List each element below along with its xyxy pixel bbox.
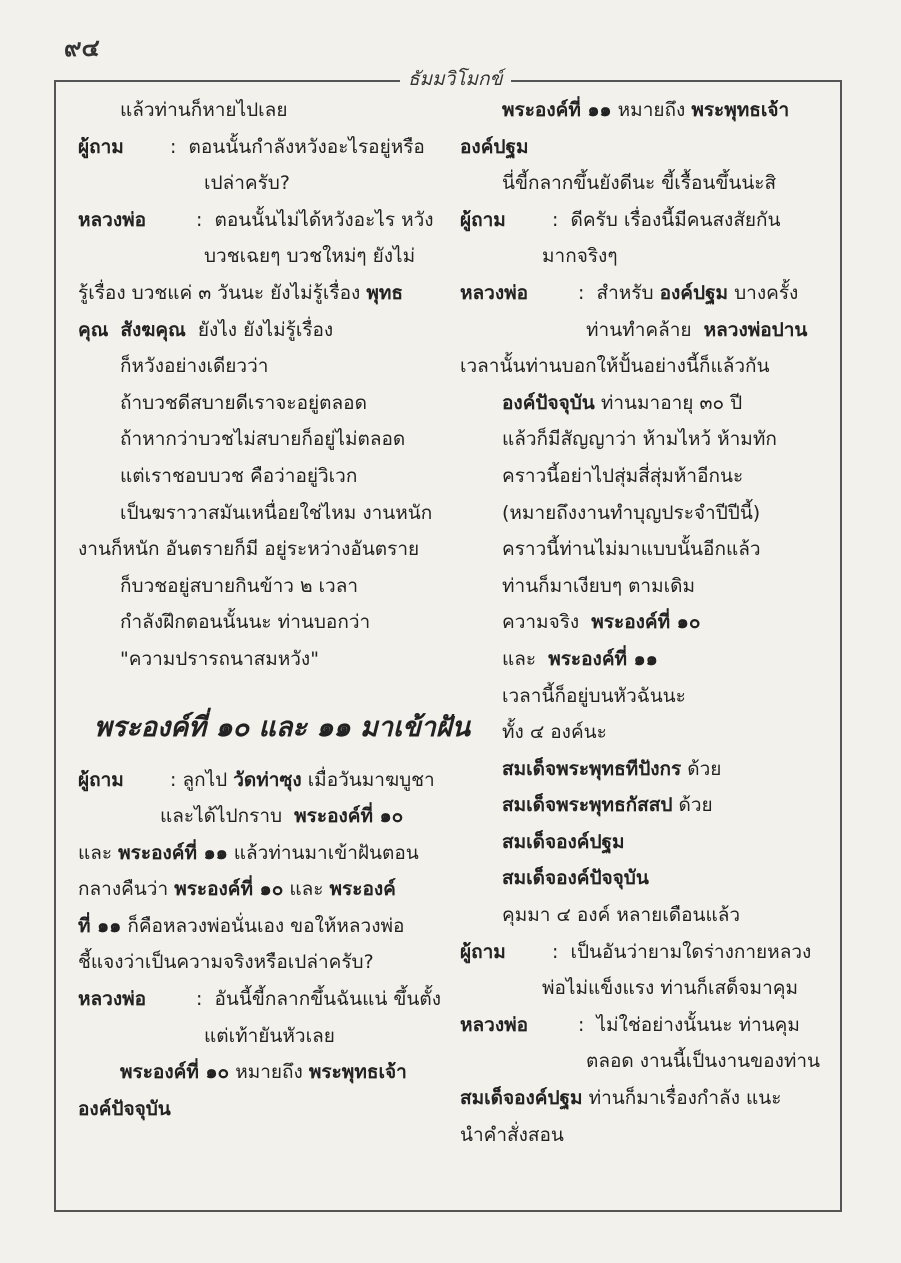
text-line: รู้เรื่อง บวชแค่ ๓ วันนะ ยังไม่รู้เรื่อง พุทธ bbox=[78, 281, 403, 304]
text-line: สมเด็จพระพุทธทีปังกร ด้วย bbox=[502, 757, 722, 780]
text-line: คุมมา ๔ องค์ หลายเดือนแล้ว bbox=[502, 904, 741, 927]
text-line: ท่านทำคล้าย หลวงพ่อปาน bbox=[586, 318, 808, 341]
text-line: ความจริง พระองค์ที่ ๑๐ bbox=[502, 611, 701, 634]
question-line: ผู้ถาม : ดีครับ เรื่องนี้มีคนสงสัยกัน bbox=[460, 202, 820, 239]
text-line: พ่อไม่แข็งแรง ท่านก็เสด็จมาคุม bbox=[542, 977, 798, 1000]
text-line: ตลอด งานนี้เป็นงานของท่าน bbox=[586, 1050, 821, 1073]
text-line: ชี้แจงว่าเป็นความจริงหรือเปล่าครับ? bbox=[78, 951, 374, 974]
text-line: แล้วท่านก็หายไปเลย bbox=[120, 99, 288, 121]
text-line: คุณ สังฆคุณ ยังไง ยังไม่รู้เรื่อง bbox=[78, 318, 334, 341]
text-line: แต่เราชอบบวช คือว่าอยู่วิเวก bbox=[120, 464, 358, 487]
text-line: องค์ปัจจุบัน ท่านมาอายุ ๓๐ ปี bbox=[502, 391, 743, 414]
text-line: นี่ขี้กลากขึ้นยังดีนะ ขี้เรื้อนขึ้นน่ะสิ bbox=[502, 172, 777, 195]
text-line: ท่านก็มาเงียบๆ ตามเดิม bbox=[502, 574, 695, 597]
text-line: คราวนี้อย่าไปสุ่มสี่สุ่มห้าอีกนะ bbox=[502, 464, 744, 487]
text-line: งานก็หนัก อันตรายก็มี อยู่ระหว่างอันตราย bbox=[78, 538, 420, 561]
text-line: สมเด็จองค์ปฐม ท่านก็มาเรื่องกำลัง แนะ bbox=[460, 1087, 782, 1110]
text-line: กลางคืนว่า พระองค์ที่ ๑๐ และ พระองค์ bbox=[78, 878, 396, 901]
answer-line: หลวงพ่อ : ตอนนั้นไม่ได้หวังอะไร หวัง bbox=[78, 202, 438, 239]
speaker-label: ผู้ถาม bbox=[78, 135, 124, 158]
left-column bbox=[78, 92, 471, 1127]
text-line: ถ้าบวชดีสบายดีเราจะอยู่ตลอด bbox=[120, 391, 367, 414]
speaker-label: ผู้ถาม bbox=[78, 768, 124, 791]
text-line: ถ้าหากว่าบวชไม่สบายก็อยู่ไม่ตลอด bbox=[120, 428, 406, 451]
text-line: แล้วก็มีสัญญาว่า ห้ามไหว้ ห้ามทัก bbox=[502, 428, 777, 451]
text-line: กำลังฝึกตอนนั้นนะ ท่านบอกว่า bbox=[120, 611, 371, 634]
text-line: พระองค์ที่ ๑๐ หมายถึง พระพุทธเจ้า bbox=[120, 1061, 407, 1084]
text-line: พระองค์ที่ ๑๑ หมายถึง พระพุทธเจ้า bbox=[502, 99, 790, 121]
text-line: ที่ ๑๑ ก็คือหลวงพ่อนั่นเอง ขอให้หลวงพ่อ bbox=[78, 914, 405, 937]
text-line: มากจริงๆ bbox=[542, 245, 618, 268]
text-line: นำคำสั่งสอน bbox=[460, 1123, 564, 1146]
running-header: ธัมมวิโมกข์ bbox=[400, 64, 511, 94]
text-line: และ พระองค์ที่ ๑๑ แล้วท่านมาเข้าฝันตอน bbox=[78, 841, 419, 864]
speaker-label: ผู้ถาม bbox=[460, 940, 506, 963]
text-line: คราวนี้ท่านไม่มาแบบนั้นอีกแล้ว bbox=[502, 538, 761, 561]
answer-line: หลวงพ่อ : ไม่ใช่อย่างนั้นนะ ท่านคุม bbox=[460, 1007, 820, 1044]
text-line: ก็หวังอย่างเดียวว่า bbox=[120, 355, 269, 378]
speaker-label: หลวงพ่อ bbox=[78, 208, 147, 231]
answer-line: หลวงพ่อ : สำหรับ องค์ปฐม บางครั้ง bbox=[460, 275, 820, 312]
speaker-label: หลวงพ่อ bbox=[78, 988, 147, 1011]
speaker-label: หลวงพ่อ bbox=[460, 1013, 529, 1036]
page-number: ๙๔ bbox=[64, 33, 100, 62]
text-line: และได้ไปกราบ พระองค์ที่ ๑๐ bbox=[160, 805, 404, 828]
text-line: "ความปรารถนาสมหวัง" bbox=[120, 647, 319, 670]
text-line: (หมายถึงงานทำบุญประจำปีปีนี้) bbox=[502, 501, 761, 524]
speaker-label: ผู้ถาม bbox=[460, 208, 506, 231]
text-line: สมเด็จองค์ปัจจุบัน bbox=[502, 867, 649, 890]
text-line: ก็บวชอยู่สบายกินข้าว ๒ เวลา bbox=[120, 574, 359, 597]
question-line: ผู้ถาม : ลูกไป วัดท่าซุง เมื่อวันมาฆบูชา bbox=[78, 762, 438, 799]
text-line: ทั้ง ๔ องค์นะ bbox=[502, 721, 607, 744]
question-line: ผู้ถาม : เป็นอันว่ายามใดร่างกายหลวง bbox=[460, 934, 820, 971]
text-line: แต่เท้ายันหัวเลย bbox=[204, 1024, 335, 1047]
text-line: เปล่าครับ? bbox=[204, 172, 290, 195]
text-line: องค์ปัจจุบัน bbox=[78, 1097, 171, 1120]
text-line: สมเด็จพระพุทธกัสสป ด้วย bbox=[502, 794, 713, 817]
text-line: องค์ปฐม bbox=[460, 135, 529, 158]
text-line: และ พระองค์ที่ ๑๑ bbox=[502, 647, 658, 670]
text-line: เวลานั้นท่านบอกให้ปั้นอย่างนี้ก็แล้วกัน bbox=[460, 355, 770, 378]
text-line: เวลานี้ก็อยู่บนหัวฉันนะ bbox=[502, 684, 686, 707]
section-heading: พระองค์ที่ ๑๐ และ ๑๑ มาเข้าฝัน bbox=[94, 711, 471, 743]
text-line: บวชเฉยๆ บวชใหม่ๆ ยังไม่ bbox=[204, 245, 416, 268]
speaker-label: หลวงพ่อ bbox=[460, 281, 529, 304]
right-column bbox=[460, 92, 820, 1153]
text-line: เป็นฆราวาสมันเหนื่อยใช่ไหม งานหนัก bbox=[120, 501, 433, 524]
answer-line: หลวงพ่อ : อันนี้ขี้กลากขึ้นฉันแน่ ขึ้นตั้ง bbox=[78, 981, 438, 1018]
text-line: สมเด็จองค์ปฐม bbox=[502, 830, 625, 853]
question-line: ผู้ถาม : ตอนนั้นกำลังหวังอะไรอยู่หรือ bbox=[78, 129, 438, 166]
